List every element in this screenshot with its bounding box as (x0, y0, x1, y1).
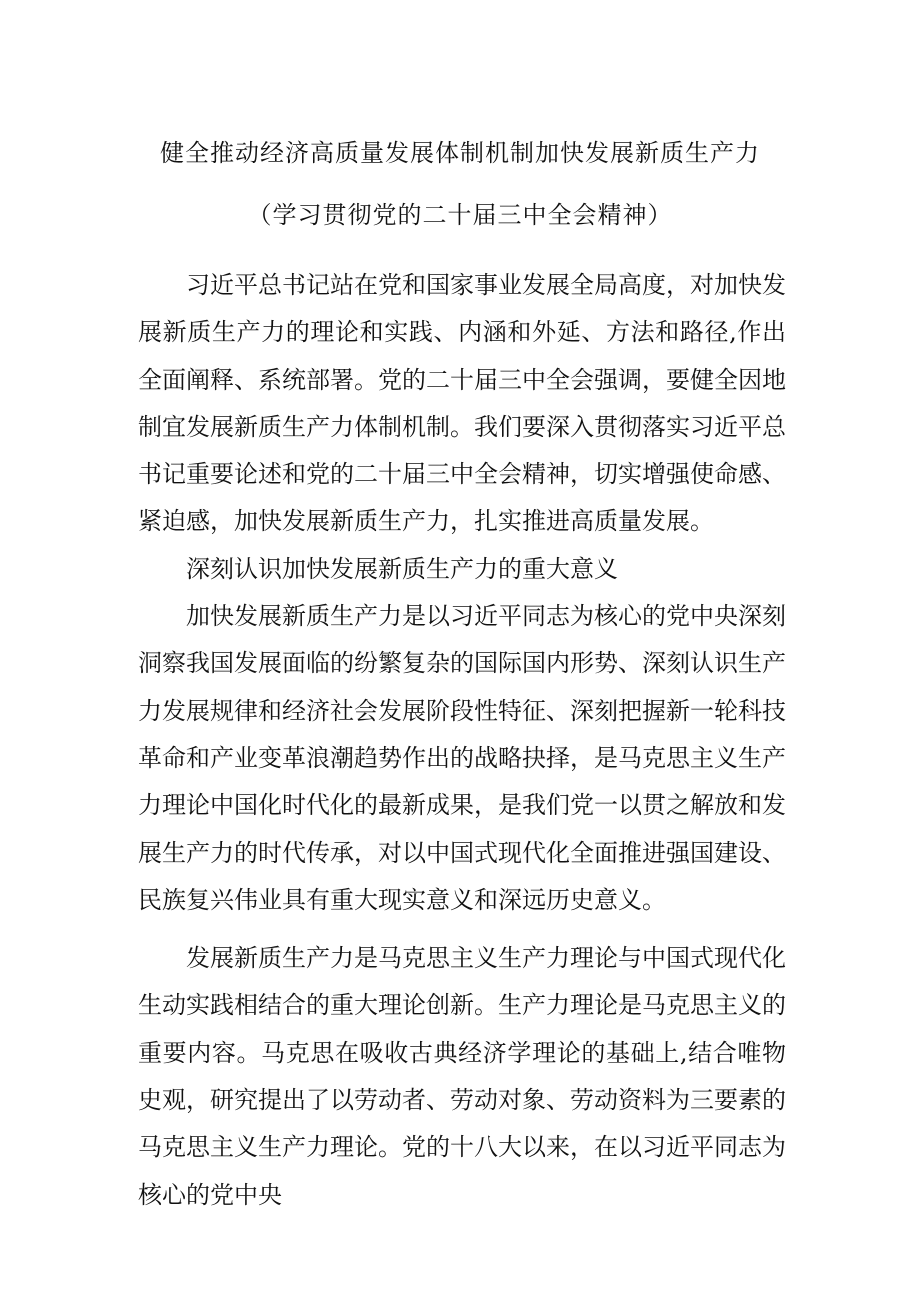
document-body (138, 262, 786, 1219)
paragraph-intro: 习近平总书记站在党和国家事业发展全局高度，对加快发展新质生产力的理论和实践、内涵和外延、方法和路径,作出全面阐释、系统部署。党的二十届三中全会强调，要健全因地制宜发展新质生产力体制机制。我们要深入贯彻落实习近平总书记重要论述和党的二十届三中全会精神，切实增强使命感、紧迫感，加快发展新质生产力，扎实推进高质量发展。 (138, 271, 786, 536)
document-title: 健全推动经济高质量发展体制机制加快发展新质生产力 (160, 139, 760, 167)
document-subtitle: （学习贯彻党的二十届三中全会精神） (247, 201, 673, 229)
section-heading: 深刻认识加快发展新质生产力的重大意义 (186, 554, 618, 583)
paragraph-significance: 加快发展新质生产力是以习近平同志为核心的党中央深刻洞察我国发展面临的纷繁复杂的国际国内形势、深刻认识生产力发展规律和经济社会发展阶段性特征、深刻把握新一轮科技革命和产业变革浪潮趋势作出的战略抉择，是马克思主义生产力理论中国化时代化的最新成果，是我们党一以贯之解放和发展生产力的时代传承，对以中国式现代化全面推进强国建设、民族复兴伟业具有重大现实意义和深远历史意义。 (138, 602, 786, 914)
paragraph-theory: 发展新质生产力是马克思主义生产力理论与中国式现代化生动实践相结合的重大理论创新。生产力理论是马克思主义的重要内容。马克思在吸收古典经济学理论的基础上,结合唯物史观，研究提出了以劳动者、劳动对象、劳动资料为三要素的马克思主义生产力理论。党的十八大以来，在以习近平同志为核心的党中央 (138, 944, 786, 1209)
